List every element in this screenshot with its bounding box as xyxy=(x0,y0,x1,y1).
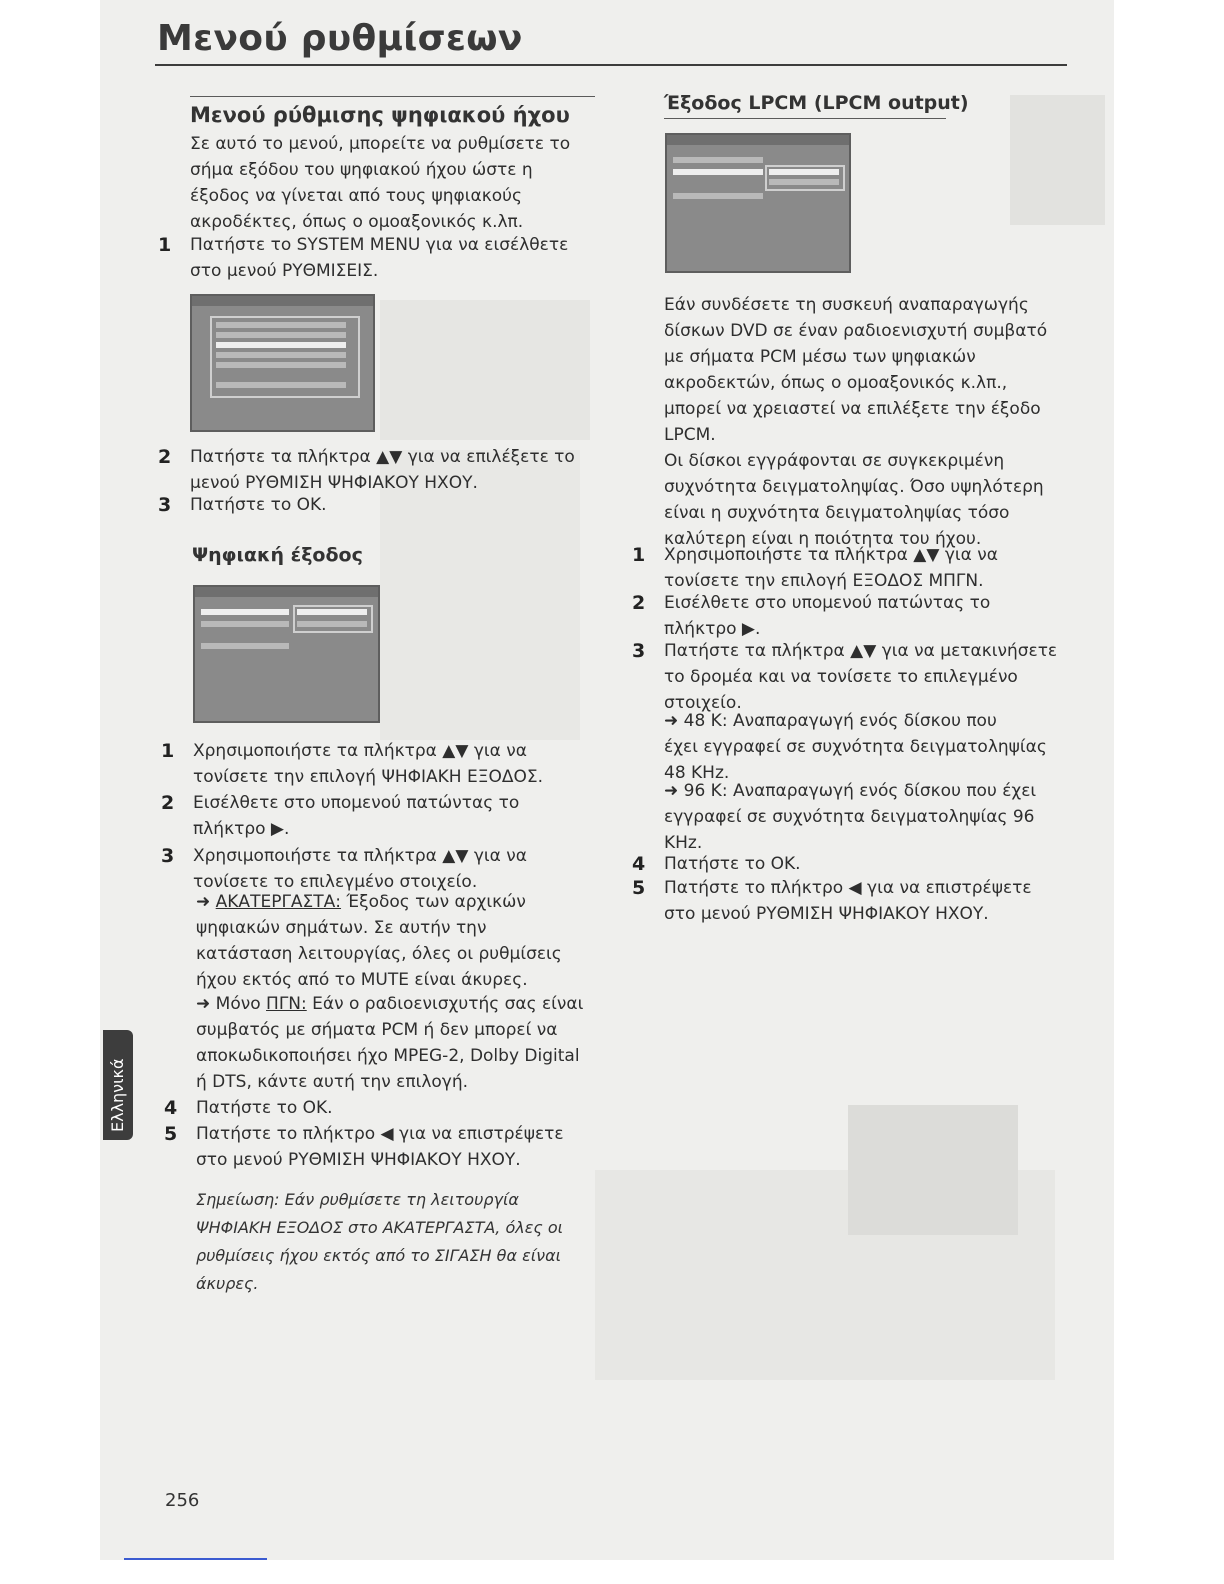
note-text xyxy=(196,1186,563,1298)
step-text: Χρησιμοποιήστε τα πλήκτρα ▲▼ για να xyxy=(664,545,998,565)
option-text: Εάν ο ραδιοενισχυτής σας είναι xyxy=(306,994,584,1014)
step-number: 2 xyxy=(158,446,172,468)
pcm-option-label: ΠΓΝ: xyxy=(266,994,307,1014)
option-48k xyxy=(664,708,1047,786)
intro-line: ακροδέκτες, όπως ο ομοαξονικός κ.λπ. xyxy=(190,212,524,232)
pcm-option-description xyxy=(196,991,583,1095)
section-rule-left xyxy=(190,96,595,97)
option-text: Έξοδος των αρχικών xyxy=(341,892,526,912)
step-text: Πατήστε το πλήκτρο ◀ για να επιστρέψετε xyxy=(664,878,1032,898)
intro-line: δίσκων DVD σε έναν ραδιοενισχυτή συμβατό xyxy=(664,321,1048,341)
raw-option-description xyxy=(196,889,562,993)
step-number: 3 xyxy=(161,845,175,867)
step-text: Εισέλθετε στο υπομενού πατώντας το xyxy=(193,793,520,813)
option-text: ψηφιακών σημάτων. Σε αυτήν την xyxy=(196,918,487,938)
page-number: 256 xyxy=(165,1490,200,1511)
step-number: 1 xyxy=(161,740,175,762)
option-text: αποκωδικοποιήσει ήχο MPEG-2, Dolby Digital xyxy=(196,1046,580,1066)
note-line: Σημείωση: Εάν ρυθμίσετε τη λειτουργία xyxy=(196,1190,519,1209)
note-line: άκυρες. xyxy=(196,1274,259,1293)
option-text: 48 KHz. xyxy=(664,763,730,783)
step-text: Χρησιμοποιήστε τα πλήκτρα ▲▼ για να xyxy=(193,741,527,761)
option-96k xyxy=(664,778,1036,856)
step-number: 2 xyxy=(161,792,175,814)
title-rule xyxy=(155,64,1067,66)
intro-line: ακροδεκτών, όπως ο ομοαξονικός κ.λπ., xyxy=(664,373,1008,393)
intro-line: είναι η συχνότητα δειγματοληψίας τόσο xyxy=(664,503,1010,523)
step-number: 4 xyxy=(632,853,646,875)
step-number: 4 xyxy=(164,1097,178,1119)
step-text: μενού ΡΥΘΜΙΣΗ ΨΗΦΙΑΚΟΥ ΗΧΟΥ. xyxy=(190,473,478,493)
step-item xyxy=(158,444,575,496)
note-line: ΨΗΦΙΑΚΗ ΕΞΟΔΟΣ στο ΑΚΑΤΕΡΓΑΣΤΑ, όλες οι xyxy=(196,1218,564,1237)
footer-link-rule xyxy=(124,1558,267,1560)
step-text: τονίσετε το επιλεγμένο στοιχείο. xyxy=(193,872,478,892)
option-text: συμβατός με σήματα PCM ή δεν μπορεί να xyxy=(196,1020,558,1040)
step-item xyxy=(164,1121,564,1173)
option-prefix: Μόνο xyxy=(215,994,267,1014)
step-text: Εισέλθετε στο υπομενού πατώντας το xyxy=(664,593,991,613)
step-text: τονίσετε την επιλογή ΨΗΦΙΑΚΗ ΕΞΟΔΟΣ. xyxy=(193,767,544,787)
step-text: στο μενού ΡΥΘΜΙΣΗ ΨΗΦΙΑΚΟΥ ΗΧΟΥ. xyxy=(196,1150,521,1170)
step-number: 1 xyxy=(158,234,172,256)
step-text: πλήκτρο ▶. xyxy=(193,819,290,839)
step-text: Πατήστε το OK. xyxy=(196,1098,333,1118)
step-item xyxy=(632,590,991,642)
step-text: στο μενού ΡΥΘΜΙΣΗ ΨΗΦΙΑΚΟΥ ΗΧΟΥ. xyxy=(664,904,989,924)
step-number: 3 xyxy=(158,494,172,516)
option-text: κατάσταση λειτουργίας, όλες οι ρυθμίσεις xyxy=(196,944,562,964)
step-item xyxy=(632,851,801,877)
arrow-icon: ➜ xyxy=(196,892,216,912)
intro-line: έξοδος να γίνεται από τους ψηφιακούς xyxy=(190,186,522,206)
step-text: στο μενού ΡΥΘΜΙΣΕΙΣ. xyxy=(190,261,379,281)
step-item xyxy=(164,1095,333,1121)
step-text: Πατήστε το OK. xyxy=(664,854,801,874)
step-number: 1 xyxy=(632,544,646,566)
intro-line: Σε αυτό το μενού, μπορείτε να ρυθμίσετε το xyxy=(190,134,571,154)
step-text: Χρησιμοποιήστε τα πλήκτρα ▲▼ για να xyxy=(193,846,527,866)
step-number: 5 xyxy=(632,877,646,899)
setup-menu-screenshot xyxy=(190,294,375,432)
step-item xyxy=(632,542,998,594)
intro-line: Εάν συνδέσετε τη συσκευή αναπαραγωγής xyxy=(664,295,1029,315)
intro-line: σήμα εξόδου του ψηφιακού ήχου ώστε η xyxy=(190,160,533,180)
step-text: Πατήστε τα πλήκτρα ▲▼ για να μετακινήσετε xyxy=(664,641,1058,661)
lpcm-intro xyxy=(664,292,1047,552)
step-number: 3 xyxy=(632,640,646,662)
step-text: στοιχείο. xyxy=(664,693,742,713)
intro-line: συχνότητα δειγματοληψίας. Όσο υψηλότερη xyxy=(664,477,1044,497)
step-text: Πατήστε τα πλήκτρα ▲▼ για να επιλέξετε το xyxy=(190,447,575,467)
step-item xyxy=(632,638,1058,716)
digital-audio-heading: Μενού ρύθμισης ψηφιακού ήχου xyxy=(190,103,570,127)
intro-line: με σήματα PCM μέσω των ψηφιακών xyxy=(664,347,976,367)
option-text: έχει εγγραφεί σε συχνότητα δειγματοληψίας xyxy=(664,737,1047,757)
language-tab xyxy=(103,1030,133,1140)
step-text: το δρομέα και να τονίσετε το επιλεγμένο xyxy=(664,667,1018,687)
step-item xyxy=(158,492,327,518)
intro-line: καλύτερη είναι η ποιότητα του ήχου. xyxy=(664,529,982,549)
step-text: Πατήστε το SYSTEM MENU για να εισέλθετε xyxy=(190,235,569,255)
intro-line: μπορεί να χρειαστεί να επιλέξετε την έξοδο xyxy=(664,399,1041,419)
lpcm-output-heading: Έξοδος LPCM (LPCM output) xyxy=(664,92,969,114)
option-text: KHz. xyxy=(664,833,703,853)
step-item xyxy=(632,875,1032,927)
option-text: ➜ 48 K: Αναπαραγωγή ενός δίσκου που xyxy=(664,711,997,731)
arrow-icon: ➜ xyxy=(196,994,216,1014)
digital-audio-intro xyxy=(190,131,570,235)
intro-line: Οι δίσκοι εγγράφονται σε συγκεκριμένη xyxy=(664,451,1005,471)
step-item xyxy=(161,843,527,895)
digital-output-screenshot xyxy=(193,585,380,723)
step-number: 5 xyxy=(164,1123,178,1145)
raw-option-label: ΑΚΑΤΕΡΓΑΣΤΑ: xyxy=(215,892,342,912)
option-text: ήχου εκτός από το MUTE είναι άκυρες. xyxy=(196,970,528,990)
language-tab-label: Ελληνικά xyxy=(108,1058,127,1132)
intro-line: LPCM. xyxy=(664,425,716,445)
option-text: ή DTS, κάντε αυτή την επιλογή. xyxy=(196,1072,469,1092)
lpcm-heading-rule xyxy=(664,118,946,119)
lpcm-menu-screenshot xyxy=(665,133,851,273)
note-line: ρυθμίσεις ήχου εκτός από το ΣΙΓΑΣΗ θα είναι xyxy=(196,1246,562,1265)
step-item xyxy=(161,790,520,842)
step-text: τονίσετε την επιλογή ΕΞΟΔΟΣ ΜΠΓΝ. xyxy=(664,571,984,591)
option-text: ➜ 96 K: Αναπαραγωγή ενός δίσκου που έχει xyxy=(664,781,1037,801)
step-number: 2 xyxy=(632,592,646,614)
page-title: Μενού ρυθμίσεων xyxy=(157,18,523,59)
step-item xyxy=(161,738,544,790)
step-text: Πατήστε το OK. xyxy=(190,495,327,515)
step-text: Πατήστε το πλήκτρο ◀ για να επιστρέψετε xyxy=(196,1124,564,1144)
step-item xyxy=(158,232,569,284)
digital-output-heading: Ψηφιακή έξοδος xyxy=(192,544,363,566)
option-text: εγγραφεί σε συχνότητα δειγματοληψίας 96 xyxy=(664,807,1035,827)
step-text: πλήκτρο ▶. xyxy=(664,619,761,639)
